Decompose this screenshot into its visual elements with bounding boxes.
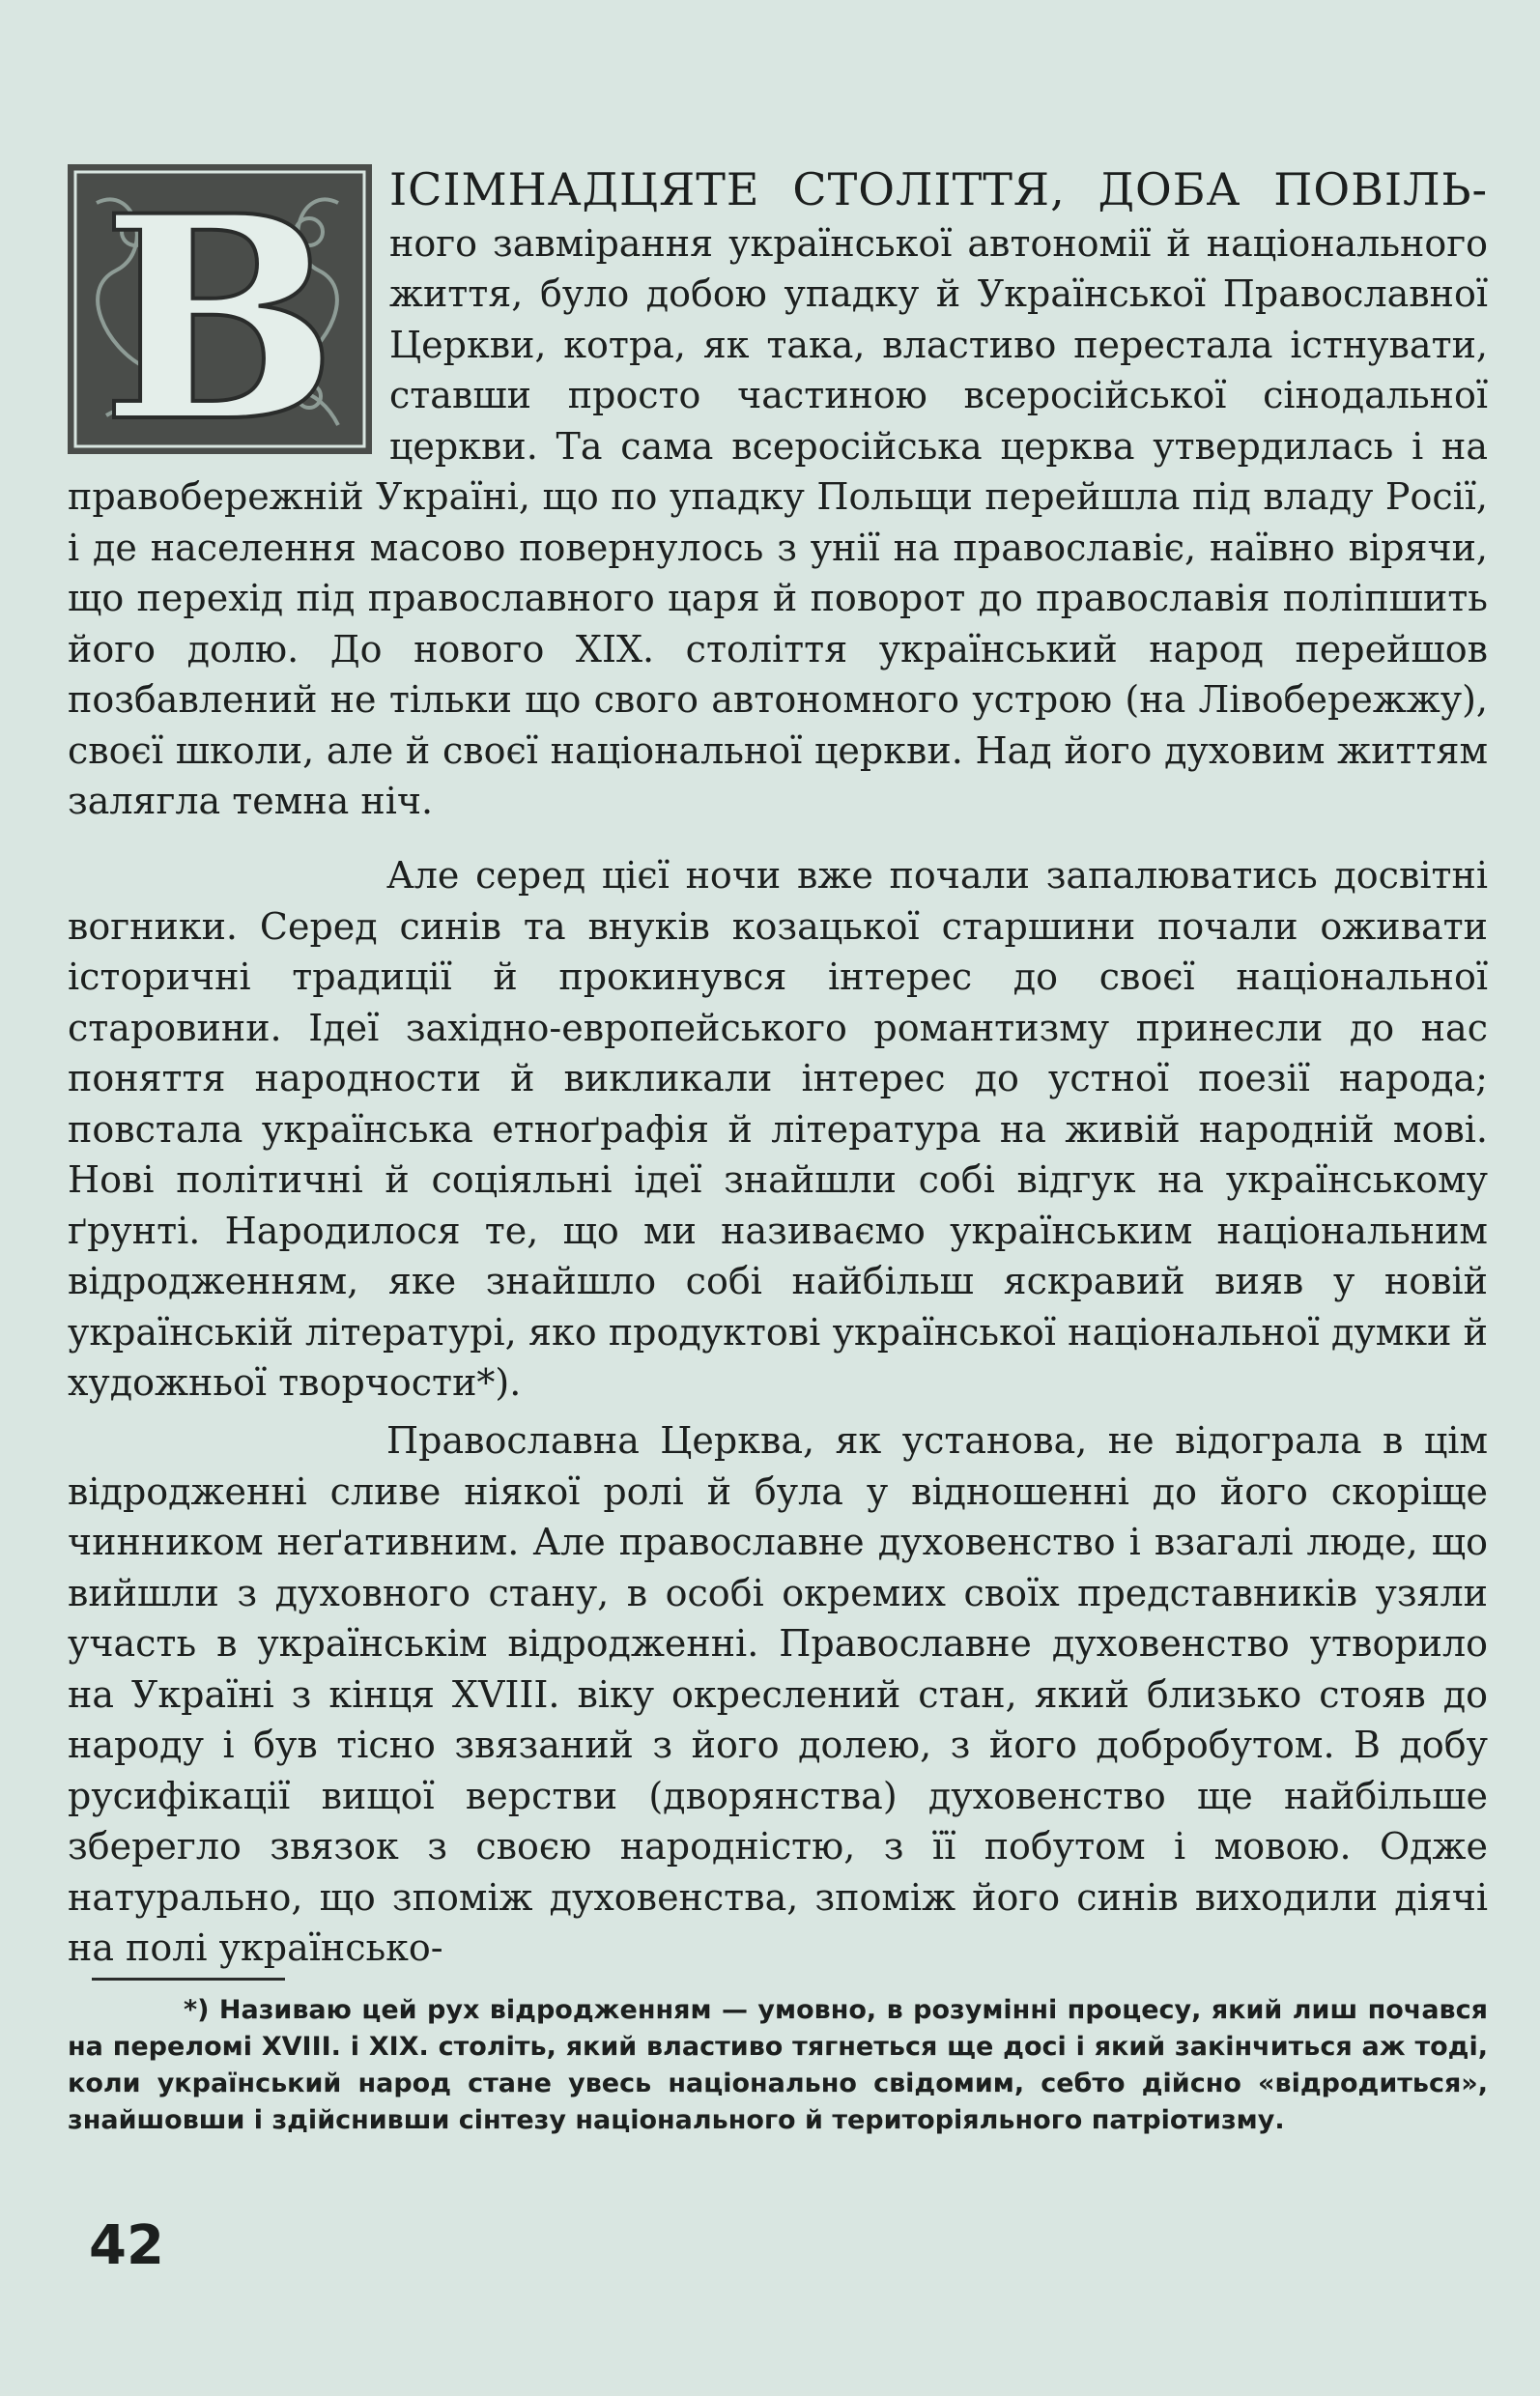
- opening-caps: ІСІМНАДЦЯТЕ СТОЛІТТЯ, ДОБА ПОВІЛЬ-: [389, 163, 1488, 215]
- initial-letter: В: [100, 164, 338, 454]
- paragraph-1-text: ного завмірання української автономії й національного життя, було добою упадку й Української Православної Церкви, котра, як така, властиво перестала істнувати, ставши просто частиною всеросійської сінодальної церкви. Та сама всеросійська церква утвердилась і на правобережній Україні, що по упадку Польщи перейшла під владу Росії, і де населення масово повернулось з унії на православіє, наївно вірячи, що перехід під православного царя й поворот до православія поліпшить його долю. До нового XIX. століття український народ перейшов позбавлений не тільки що свого автономного устрою (на Лівобережжу), своєї школи, але й своєї національної церкви. Над його духовим життям залягла темна ніч.: [68, 221, 1488, 822]
- paragraph-1: [68, 164, 1488, 827]
- footnote-divider: [92, 1978, 285, 1981]
- paragraph-2: Але серед цієї ночи вже почали запалюватись досвітні вогники. Серед синів та внуків козацької старшини почали оживати історичні традиції й прокинувся інтерес до своєї національної старовини. Ідеї західно-европейського романтизму принесли до нас поняття народности й викликали інтерес до устної поезії народа; повстала українська етноґрафія й література на живій народній мові. Нові політичні й соціяльні ідеї знайшли собі відгук на українському ґрунті. Народилося те, що ми називаємо українським національним відродженням, яке знайшло собі найбільш яскравий вияв у новій українській літературі, яко продуктові української національної думки й художньої творчости*).: [68, 854, 1488, 1404]
- ornament-icon: [68, 164, 372, 454]
- footnote: *) Називаю цей рух відродженням — умовно, в розумінні процесу, який лиш почався на переломі XVIII. і XIX. століть, який властиво тягнеться ще досі і який закінчиться аж тоді, коли український народ стане увесь національно свідомим, себто дійсно «відродиться», знайшовши і здійснивши сінтезу національного й територіяльного патріотизму.: [68, 1995, 1488, 2135]
- paragraph-3: Православна Церква, як установа, не відограла в цім відродженні сливе ніякої ролі й була у відношенні до його скоріще чинником неґативним. Але православне духовенство і взагалі люде, що вийшли з духовного стану, в особі окремих своїх представників узяли участь в українськім відродженні. Православне духовенство утворило на Україні з кінця XVIII. віку окреслений стан, який близько стояв до народу і був тісно звязаний з його долею, з його добробутом. В добу русифікації вищої верстви (дворянства) духовенство ще найбільше зберегло звязок з своєю народністю, з її побутом і мовою. Одже натурально, що зпоміж духовенства, зпоміж його синів виходили діячі на полі українсько-: [68, 1419, 1488, 1969]
- page-number: 42: [89, 2214, 164, 2277]
- ornamental-initial: [68, 164, 372, 454]
